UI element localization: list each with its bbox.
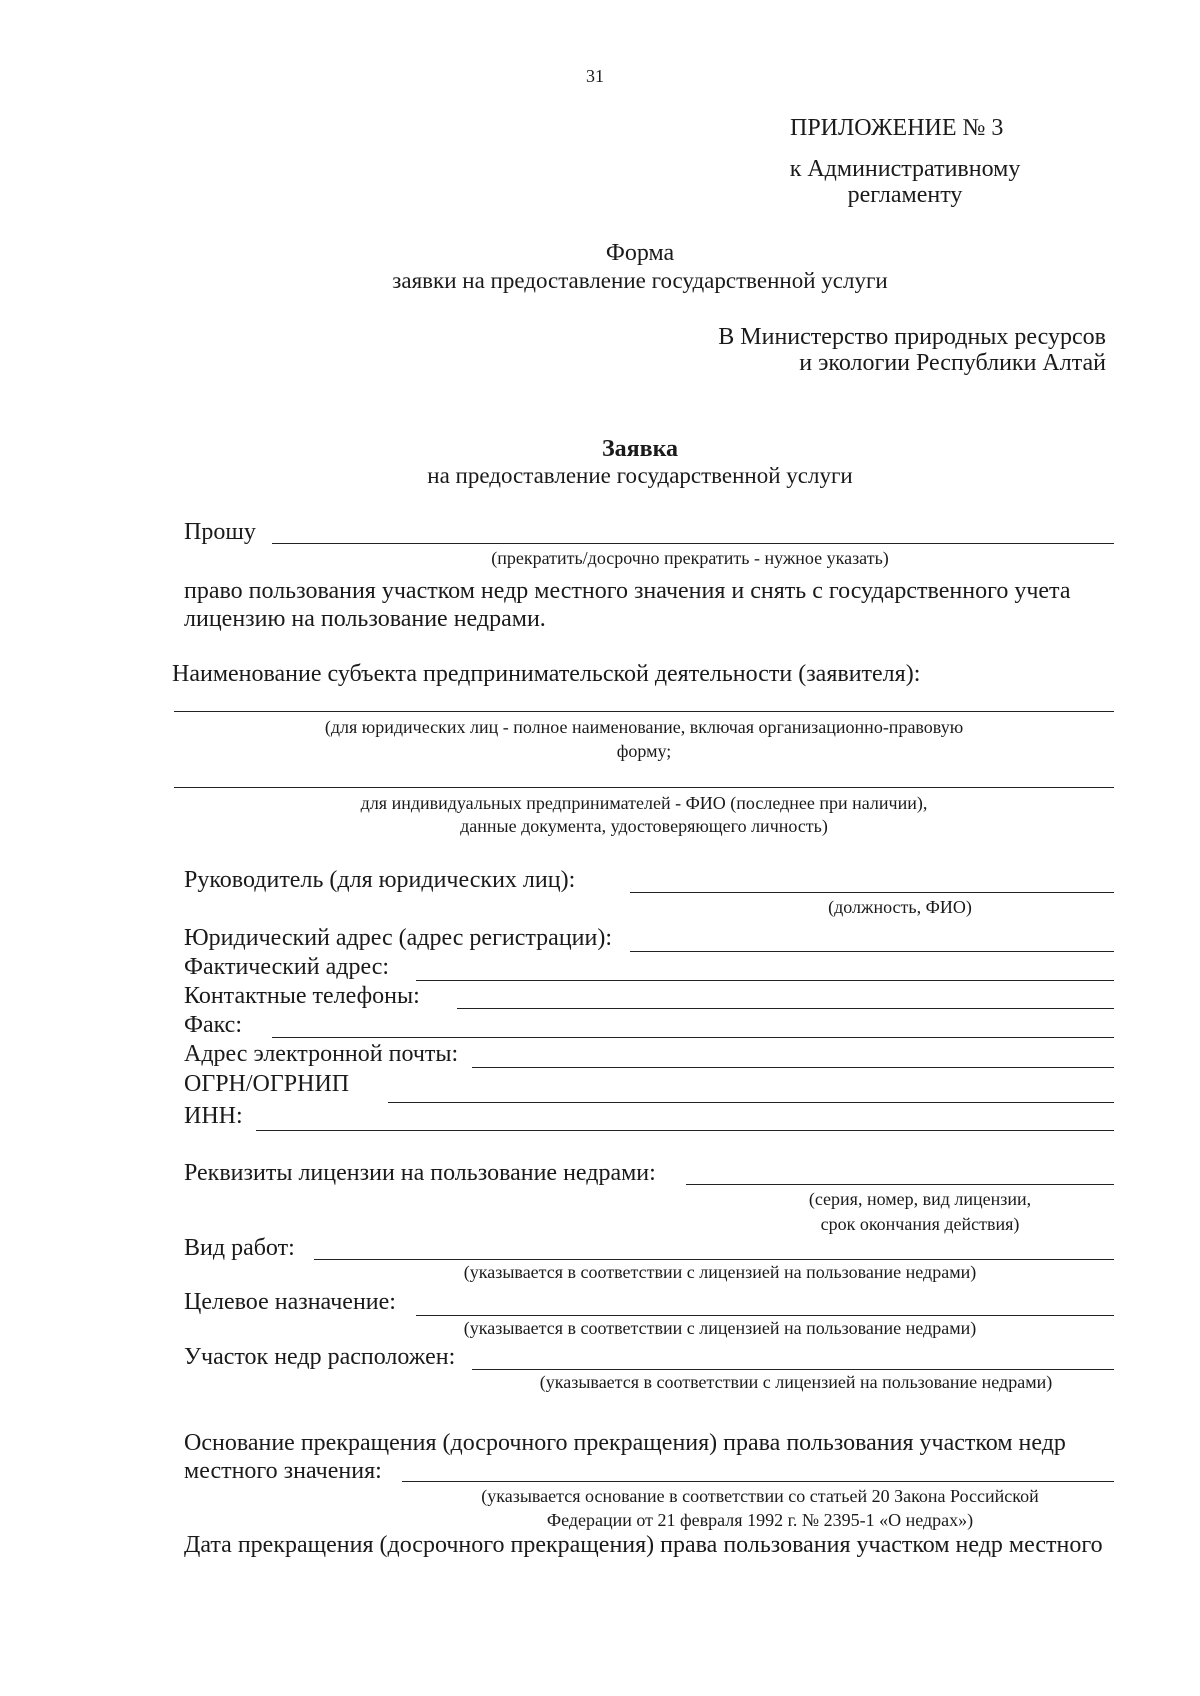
application-subtitle: на предоставление государственной услуги [427,463,853,488]
head-label: Руководитель (для юридических лиц): [184,867,576,893]
request-text-line1: право пользования участком недр местного значения и снять с государственного учета [184,578,1071,604]
legal-address-label: Юридический адрес (адрес регистрации): [184,925,613,951]
purpose-hint: (указывается в соответствии с лицензией на пользование недрами) [463,1318,977,1338]
fax-label: Факс: [184,1012,242,1038]
work-type-line[interactable] [314,1259,1114,1260]
location-hint: (указывается в соответствии с лицензией на пользование недрами) [539,1372,1053,1392]
form-title-line1: Форма [605,240,675,266]
appendix-line2: регламенту [847,182,963,208]
license-line[interactable] [686,1184,1114,1185]
ogrn-label: ОГРН/ОГРНИП [184,1071,350,1097]
work-type-hint: (указывается в соответствии с лицензией на пользование недрами) [463,1262,977,1282]
phones-line[interactable] [457,1008,1114,1009]
entity-hint1-line1: (для юридических лиц - полное наименование, включая организационно-правовую [324,717,964,737]
appendix-title: ПРИЛОЖЕНИЕ № 3 [790,115,1004,141]
email-label: Адрес электронной почты: [184,1041,459,1067]
purpose-line[interactable] [416,1315,1114,1316]
email-line[interactable] [472,1067,1114,1068]
request-label: Прошу [184,519,256,545]
basis-line1: Основание прекращения (досрочного прекращения) права пользования участком недр [184,1430,1066,1456]
actual-address-label: Фактический адрес: [184,954,390,980]
entity-hint2-line1: для индивидуальных предпринимателей - ФИО (последнее при наличии), [360,793,928,813]
inn-label: ИНН: [184,1103,243,1129]
license-label: Реквизиты лицензии на пользование недрами: [184,1160,656,1186]
basis-hint-line2: Федерации от 21 февраля 1992 г. № 2395-1 «О недрах») [546,1510,974,1530]
basis-line[interactable] [402,1481,1114,1482]
work-type-label: Вид работ: [184,1235,295,1261]
head-hint: (должность, ФИО) [828,897,972,917]
application-title: Заявка [601,436,679,462]
entity-label: Наименование субъекта предпринимательской деятельности (заявителя): [172,661,921,687]
ogrn-line[interactable] [388,1102,1114,1103]
entity-line1[interactable] [174,711,1114,712]
location-line[interactable] [472,1369,1114,1370]
head-line[interactable] [630,892,1114,893]
request-hint: (прекратить/досрочно прекратить - нужное указать) [491,548,889,568]
inn-line[interactable] [256,1130,1114,1131]
entity-hint1-line2: форму; [616,741,672,761]
basis-line2: местного значения: [184,1458,382,1484]
license-hint-line1: (серия, номер, вид лицензии, [808,1189,1032,1209]
location-label: Участок недр расположен: [184,1344,456,1370]
entity-line2[interactable] [174,787,1114,788]
addressee-line1: В Министерство природных ресурсов [718,324,1106,350]
addressee-line2: и экологии Республики Алтай [799,350,1106,376]
actual-address-line[interactable] [416,980,1114,981]
license-hint-line2: срок окончания действия) [820,1214,1020,1234]
purpose-label: Целевое назначение: [184,1289,396,1315]
entity-hint2-line2: данные документа, удостоверяющего личность) [460,816,828,836]
request-text-line2: лицензию на пользование недрами. [184,606,546,632]
date-line: Дата прекращения (досрочного прекращения) права пользования участком недр местного [184,1532,1103,1558]
legal-address-line[interactable] [630,951,1114,952]
fax-line[interactable] [272,1037,1114,1038]
request-line[interactable] [272,543,1114,544]
appendix-line1: к Административному [789,156,1021,182]
form-title-line2: заявки на предоставление государственной услуги [392,268,888,293]
basis-hint-line1: (указывается основание в соответствии со статьей 20 Закона Российской [481,1486,1039,1506]
page-number: 31 [586,66,604,86]
phones-label: Контактные телефоны: [184,983,420,1009]
